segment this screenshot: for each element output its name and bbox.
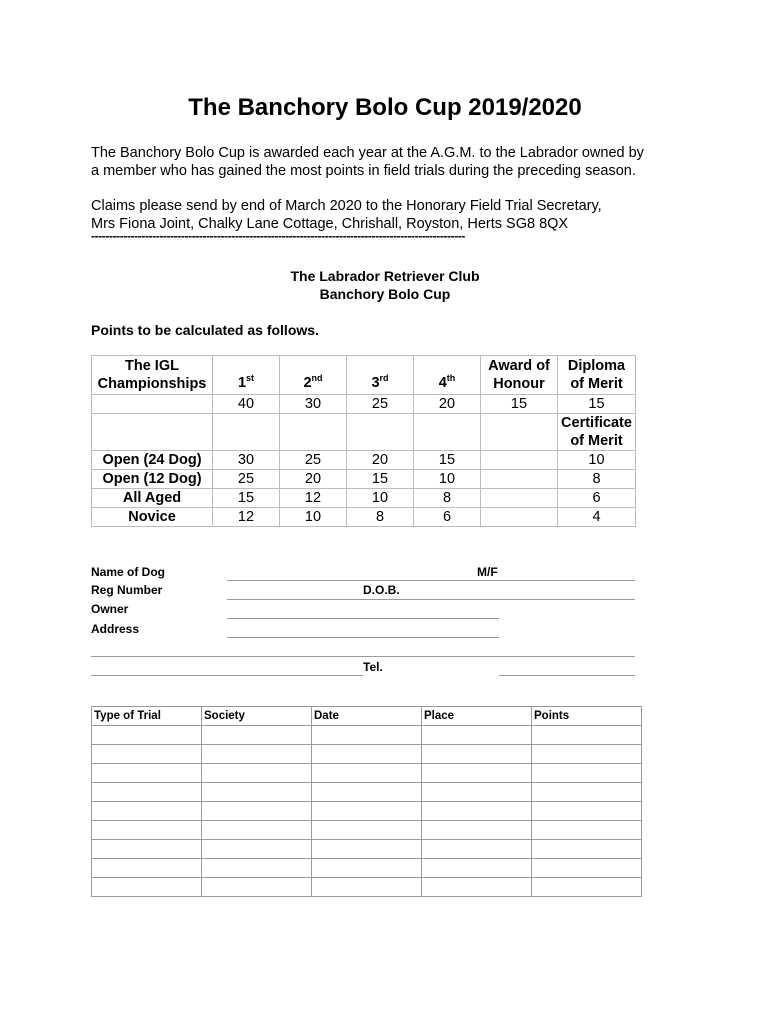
table-cell: 12: [280, 489, 347, 508]
trial-entry-cell[interactable]: [422, 783, 532, 802]
trial-entry-row: [92, 764, 642, 783]
table-cell: 10: [414, 470, 481, 489]
certificate-of-merit-header: Certificate of Merit: [558, 414, 636, 451]
trial-entry-cell[interactable]: [422, 840, 532, 859]
trial-entry-cell[interactable]: [422, 859, 532, 878]
trial-entry-cell[interactable]: [92, 802, 202, 821]
place-1-header: 1st: [213, 356, 280, 395]
reg-number-line[interactable]: [227, 599, 635, 600]
table-row: [92, 470, 636, 489]
place-2-header: 2nd: [280, 356, 347, 395]
trial-entry-cell[interactable]: [202, 726, 312, 745]
stake-header: The IGL Championships: [92, 356, 213, 395]
trial-entry-cell[interactable]: [532, 878, 642, 897]
table-cell: 20: [347, 451, 414, 470]
address-line-3[interactable]: [91, 675, 363, 676]
trial-entry-cell[interactable]: [92, 878, 202, 897]
table-cell: [481, 451, 558, 470]
award-of-honour-header: Award of Honour: [481, 356, 558, 395]
trial-entry-cell[interactable]: [92, 840, 202, 859]
sex-label: M/F: [477, 565, 498, 579]
tel-label: Tel.: [363, 660, 383, 674]
table-cell: 8: [347, 508, 414, 527]
trial-entry-cell[interactable]: [202, 840, 312, 859]
reg-number-label: Reg Number: [91, 583, 163, 597]
tel-line[interactable]: [499, 675, 635, 676]
trial-entry-cell[interactable]: [422, 726, 532, 745]
points-header: Points: [532, 707, 642, 726]
table-cell: 6: [558, 489, 636, 508]
stake-label: Open (24 Dog): [92, 451, 213, 470]
table-cell: 10: [347, 489, 414, 508]
trial-entry-cell[interactable]: [532, 840, 642, 859]
trial-entry-cell[interactable]: [312, 726, 422, 745]
trial-entry-row: [92, 840, 642, 859]
trial-entry-cell[interactable]: [202, 878, 312, 897]
claims-line-1: Claims please send by end of March 2020 to the Honorary Field Trial Secretary,: [91, 198, 602, 214]
table-cell: 25: [280, 451, 347, 470]
table-cell: [347, 414, 414, 451]
table-cell: 20: [414, 395, 481, 414]
table-cell: [481, 414, 558, 451]
trial-entry-row: [92, 821, 642, 840]
table-cell: 30: [213, 451, 280, 470]
trial-entry-cell[interactable]: [312, 802, 422, 821]
trial-entry-cell[interactable]: [532, 859, 642, 878]
table-cell: 10: [280, 508, 347, 527]
table-cell: 25: [347, 395, 414, 414]
table-cell: [481, 489, 558, 508]
table-cell: 8: [558, 470, 636, 489]
cup-name: Banchory Bolo Cup: [319, 286, 451, 302]
stake-label: All Aged: [92, 489, 213, 508]
trial-entry-row: [92, 783, 642, 802]
certificate-header-row: [92, 414, 636, 451]
society-header: Society: [202, 707, 312, 726]
table-cell: [481, 470, 558, 489]
address-label: Address: [91, 622, 140, 636]
trial-entry-row: [92, 802, 642, 821]
trial-entry-cell[interactable]: [422, 802, 532, 821]
championship-values-row: [92, 395, 636, 414]
place-3-header: 3rd: [347, 356, 414, 395]
trial-entry-cell[interactable]: [312, 745, 422, 764]
trial-entry-cell[interactable]: [202, 783, 312, 802]
trial-entry-row: [92, 745, 642, 764]
name-of-dog-line[interactable]: [227, 580, 635, 581]
trial-entry-cell[interactable]: [312, 821, 422, 840]
claims-line-2: Mrs Fiona Joint, Chalky Lane Cottage, Chrishall, Royston, Herts SG8 8QX: [91, 216, 569, 232]
table-cell: 10: [558, 451, 636, 470]
place-4-header: 4th: [414, 356, 481, 395]
trial-entry-cell[interactable]: [422, 764, 532, 783]
points-table: [91, 355, 636, 527]
trial-entry-cell[interactable]: [312, 783, 422, 802]
trial-entry-cell[interactable]: [422, 745, 532, 764]
stake-label: Open (12 Dog): [92, 470, 213, 489]
trial-entry-cell[interactable]: [92, 783, 202, 802]
trial-entry-cell[interactable]: [532, 802, 642, 821]
trial-entry-cell[interactable]: [532, 764, 642, 783]
trial-entry-cell[interactable]: [202, 764, 312, 783]
table-cell: 15: [481, 395, 558, 414]
intro-line-2: a member who has gained the most points in field trials during the preceding season.: [91, 163, 636, 179]
trial-entry-cell[interactable]: [202, 859, 312, 878]
name-of-dog-label: Name of Dog: [91, 565, 166, 579]
date-header: Date: [312, 707, 422, 726]
table-cell: 6: [414, 508, 481, 527]
owner-line[interactable]: [227, 618, 499, 619]
trial-entry-cell[interactable]: [422, 821, 532, 840]
address-line[interactable]: [227, 637, 499, 638]
trial-entry-cell[interactable]: [92, 821, 202, 840]
club-name: The Labrador Retriever Club: [290, 268, 480, 284]
trial-entry-cell[interactable]: [92, 764, 202, 783]
table-cell: [414, 414, 481, 451]
page-title: The Banchory Bolo Cup 2019/2020: [188, 94, 582, 121]
table-cell: 12: [213, 508, 280, 527]
table-cell: [481, 508, 558, 527]
trial-entry-row: [92, 859, 642, 878]
dashed-separator: --------------------------------------------------------------------------------------------------------: [91, 229, 465, 243]
type-of-trial-header: Type of Trial: [92, 707, 202, 726]
trial-entry-cell[interactable]: [532, 726, 642, 745]
address-line-2[interactable]: [91, 656, 635, 657]
table-cell: 8: [414, 489, 481, 508]
trial-entry-cell[interactable]: [312, 878, 422, 897]
trial-entry-cell[interactable]: [312, 764, 422, 783]
table-cell: 30: [280, 395, 347, 414]
owner-label: Owner: [91, 602, 129, 616]
table-cell: [92, 414, 213, 451]
table-cell: [280, 414, 347, 451]
dob-label: D.O.B.: [363, 583, 400, 597]
trial-entry-cell[interactable]: [202, 821, 312, 840]
trial-entry-cell[interactable]: [92, 745, 202, 764]
trial-entry-cell[interactable]: [532, 783, 642, 802]
table-cell: 40: [213, 395, 280, 414]
trial-record-table: [91, 706, 642, 897]
trial-entry-cell[interactable]: [422, 878, 532, 897]
table-row: [92, 451, 636, 470]
points-heading: Points to be calculated as follows.: [91, 322, 319, 338]
table-cell: 25: [213, 470, 280, 489]
trial-entry-row: [92, 878, 642, 897]
intro-line-1: The Banchory Bolo Cup is awarded each year at the A.G.M. to the Labrador owned by: [91, 145, 644, 161]
table-row: [92, 489, 636, 508]
table-cell: [213, 414, 280, 451]
trial-entry-cell[interactable]: [202, 745, 312, 764]
table-cell: 15: [347, 470, 414, 489]
diploma-of-merit-header: Diploma of Merit: [558, 356, 636, 395]
trial-entry-cell[interactable]: [532, 745, 642, 764]
stake-label: Novice: [92, 508, 213, 527]
trial-header-row: [92, 707, 642, 726]
table-row: [92, 508, 636, 527]
table-cell: 20: [280, 470, 347, 489]
trial-entry-cell[interactable]: [312, 840, 422, 859]
points-header-row: [92, 356, 636, 395]
table-cell: 15: [414, 451, 481, 470]
table-cell: 15: [213, 489, 280, 508]
trial-entry-cell[interactable]: [92, 726, 202, 745]
place-header: Place: [422, 707, 532, 726]
trial-entry-cell[interactable]: [532, 821, 642, 840]
trial-entry-cell[interactable]: [312, 859, 422, 878]
table-cell: [92, 395, 213, 414]
table-cell: 4: [558, 508, 636, 527]
trial-entry-row: [92, 726, 642, 745]
trial-entry-cell[interactable]: [202, 802, 312, 821]
trial-entry-cell[interactable]: [92, 859, 202, 878]
table-cell: 15: [558, 395, 636, 414]
